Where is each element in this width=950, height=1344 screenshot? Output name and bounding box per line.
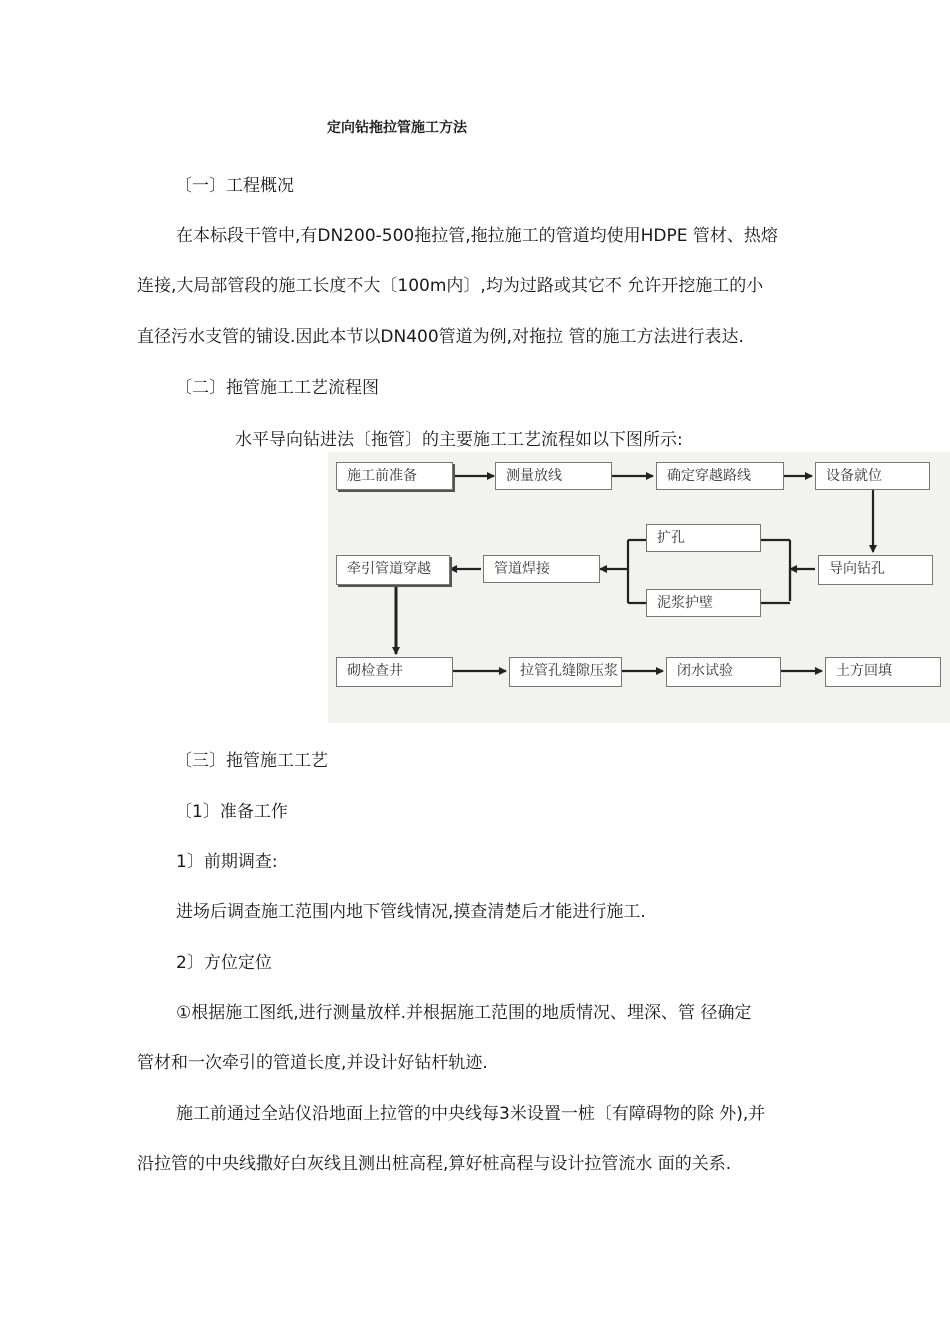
step-mud-wall-protection: 泥浆护壁 xyxy=(646,589,761,617)
section-2-heading: 〔二〕拖管施工工艺流程图 xyxy=(175,378,379,398)
paragraph-line: 进场后调查施工范围内地下管线情况,摸查清楚后才能进行施工. xyxy=(176,902,646,922)
step-build-inspection-well: 砌检查井 xyxy=(336,657,453,687)
step-pilot-drilling: 导向钻孔 xyxy=(818,555,933,585)
step-backfill: 土方回填 xyxy=(825,657,941,687)
step-grouting: 拉管孔缝隙压浆 xyxy=(509,657,622,687)
paragraph-line: 管材和一次牵引的管道长度,并设计好钻杆轨迹. xyxy=(137,1053,488,1073)
section-3-heading: 〔三〕拖管施工工艺 xyxy=(175,751,328,771)
step-pipe-welding: 管道焊接 xyxy=(483,555,600,583)
step-reaming: 扩孔 xyxy=(646,524,761,552)
paragraph-line: 连接,大局部管段的施工长度不大〔100m内〕,均为过路或其它不 允许开挖施工的小 xyxy=(137,276,764,296)
paragraph-line: 沿拉管的中央线撒好白灰线且测出桩高程,算好桩高程与设计拉管流水 面的关系. xyxy=(137,1154,732,1174)
step-pipe-pullback: 牵引管道穿越 xyxy=(336,555,450,585)
process-flowchart xyxy=(328,452,950,723)
step-preparation: 施工前准备 xyxy=(336,462,453,490)
paragraph-line: ①根据施工图纸,进行测量放样.并根据施工范围的地质情况、埋深、管 径确定 xyxy=(176,1003,752,1023)
step-water-tightness-test: 闭水试验 xyxy=(666,657,781,687)
flowchart-intro: 水平导向钻进法〔拖管〕的主要施工工艺流程如以下图所示: xyxy=(235,430,683,450)
section-1-heading: 〔一〕工程概况 xyxy=(175,176,294,196)
step-equipment-setup: 设备就位 xyxy=(815,462,930,490)
subsection-item-heading: 1〕前期调查: xyxy=(176,852,278,872)
document-title: 定向钻拖拉管施工方法 xyxy=(327,120,467,136)
subsection-heading: 〔1〕准备工作 xyxy=(175,802,288,822)
step-survey-layout: 测量放线 xyxy=(495,462,612,490)
paragraph-line: 施工前通过全站仪沿地面上拉管的中央线每3米设置一桩〔有障碍物的除 外),并 xyxy=(176,1104,766,1124)
step-route-determination: 确定穿越路线 xyxy=(656,462,784,490)
paragraph-line: 在本标段干管中,有DN200-500拖拉管,拖拉施工的管道均使用HDPE 管材、热熔 xyxy=(176,226,778,246)
subsection-item-heading: 2〕方位定位 xyxy=(176,953,272,973)
paragraph-line: 直径污水支管的铺设.因此本节以DN400管道为例,对拖拉 管的施工方法进行表达. xyxy=(137,327,744,347)
